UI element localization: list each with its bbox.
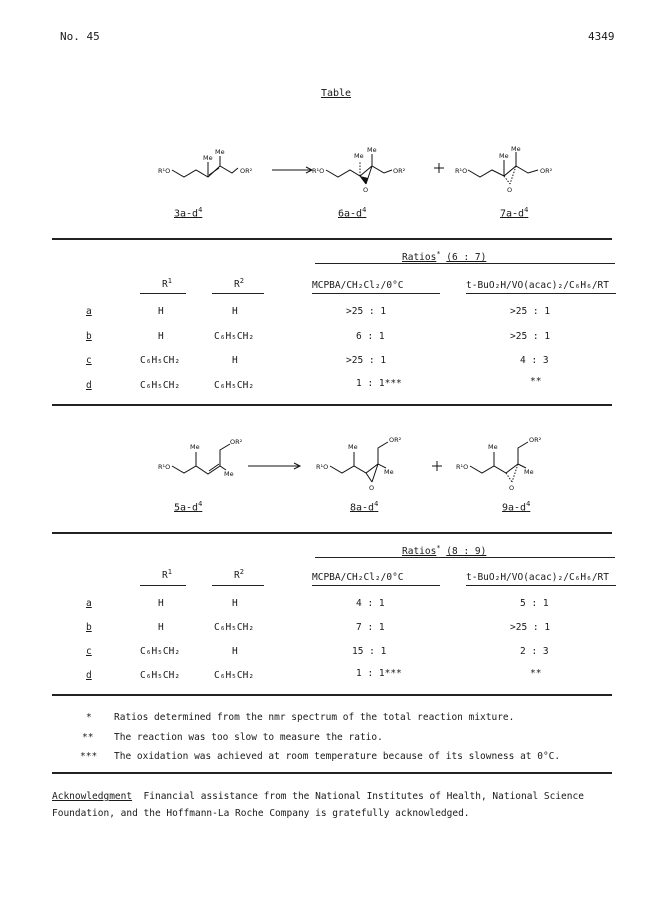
me-atom: Me (384, 468, 394, 476)
me-atom: Me (190, 443, 200, 451)
footnote-text: The reaction was too slow to measure the ratio. (114, 732, 383, 743)
table-rule (52, 404, 612, 406)
col-mcpba: MCPBA/CH₂Cl₂/0°C (312, 572, 404, 583)
table-rule (52, 238, 612, 240)
o-atom: O (509, 484, 515, 492)
row-r2: C₆H₅CH₂ (214, 331, 255, 342)
me-atom: Me (348, 443, 358, 451)
col-underline (312, 585, 440, 586)
row-vo: 4 : 3 (520, 355, 549, 366)
ro1-atom: R¹O (312, 167, 325, 175)
row-vo: ** (530, 376, 542, 387)
or2-atom: OR² (240, 167, 253, 175)
col-underline (140, 585, 186, 586)
row-r2: C₆H₅CH₂ (214, 670, 255, 681)
footnote-text: The oxidation was achieved at room temperature because of its slowness at 0°C. (114, 751, 561, 762)
compound-label-9: $9a-d^4$ (502, 500, 531, 514)
compound-label-8: $8a-d^4$ (350, 500, 379, 514)
o-atom: O (363, 186, 369, 194)
compound-label-6: $6a-d^4$ (338, 206, 367, 220)
col-r2: $R^2$ (234, 568, 244, 582)
row-mcpba: 4 : 1 (356, 598, 385, 609)
row-vo: 2 : 3 (520, 646, 549, 657)
or2-atom: OR² (529, 436, 542, 444)
footnote-mark: ** (82, 732, 94, 743)
footnote-text: Ratios determined from the nmr spectrum of the total reaction mixture. (114, 712, 515, 723)
footnote-mark: * (86, 712, 92, 723)
ro1-atom: R¹O (158, 167, 171, 175)
ro1-atom: R¹O (455, 167, 468, 175)
ro1-atom: R¹O (158, 463, 171, 471)
or2-atom: OR² (389, 436, 402, 444)
col-vo-acac: t-BuO₂H/VO(acac)₂/C₆H₆/RT (466, 280, 609, 291)
col-underline (212, 585, 264, 586)
acknowledgment-heading: Acknowledgment (52, 791, 133, 802)
ratios-underline (315, 263, 615, 264)
row-id: c (86, 355, 92, 366)
acknowledgment (52, 788, 612, 822)
col-mcpba: MCPBA/CH₂Cl₂/0°C (312, 280, 404, 291)
row-id: c (86, 646, 92, 657)
me-atom: Me (499, 152, 509, 160)
o-atom: O (507, 186, 513, 194)
row-r1: H (158, 622, 164, 633)
journal-number: No. 45 (60, 30, 100, 43)
footnote-rule (52, 772, 612, 774)
page-number: 4349 (588, 30, 615, 43)
col-underline (312, 293, 440, 294)
row-mcpba: 1 : 1*** (356, 668, 402, 679)
row-r1: C₆H₅CH₂ (140, 646, 181, 657)
or2-atom: OR² (393, 167, 406, 175)
row-vo: ** (530, 668, 542, 679)
table-title: Table (320, 88, 352, 99)
or2-atom: OR² (540, 167, 553, 175)
compound-label-5: $5a-d^4$ (174, 500, 203, 514)
row-r2: H (232, 306, 238, 317)
me-atom: Me (203, 154, 213, 162)
me-atom: Me (367, 146, 377, 154)
ratios-underline (315, 557, 615, 558)
row-vo: >25 : 1 (510, 306, 551, 317)
compound-label-7: $7a-d^4$ (500, 206, 529, 220)
row-r1: H (158, 598, 164, 609)
row-vo: >25 : 1 (510, 331, 551, 342)
reaction-scheme-1 (0, 140, 672, 220)
row-id: d (86, 380, 92, 391)
row-vo: 5 : 1 (520, 598, 549, 609)
me-atom: Me (511, 145, 521, 153)
row-r1: H (158, 331, 164, 342)
o-atom: O (369, 484, 375, 492)
ro1-atom: R¹O (456, 463, 469, 471)
row-vo: >25 : 1 (510, 622, 551, 633)
ratios-heading: Ratios* (8 : 9) (402, 544, 487, 558)
compound-label-3: $3a-d^4$ (174, 206, 203, 220)
col-underline (466, 293, 616, 294)
acknowledgment-line-2: Foundation, and the Hoffmann-La Roche Company is gratefully acknowledged. (52, 808, 470, 819)
row-r1: H (158, 306, 164, 317)
row-r1: C₆H₅CH₂ (140, 670, 181, 681)
col-r1: $R^1$ (162, 568, 172, 582)
me-atom: Me (215, 148, 225, 156)
me-atom: Me (224, 470, 234, 478)
row-id: b (86, 331, 92, 342)
row-mcpba: 15 : 1 (352, 646, 387, 657)
col-r2: $R^2$ (234, 277, 244, 291)
row-r2: H (232, 646, 238, 657)
row-id: a (86, 306, 92, 317)
row-r2: C₆H₅CH₂ (214, 622, 255, 633)
me-atom: Me (524, 468, 534, 476)
ro1-atom: R¹O (316, 463, 329, 471)
row-mcpba: >25 : 1 (346, 355, 387, 366)
col-r1: $R^1$ (162, 277, 172, 291)
row-mcpba: 7 : 1 (356, 622, 385, 633)
acknowledgment-line-1: Financial assistance from the National Institutes of Health, National Science (143, 791, 584, 802)
row-r1: C₆H₅CH₂ (140, 355, 181, 366)
me-atom: Me (354, 152, 364, 160)
row-r2: H (232, 598, 238, 609)
footnote-mark: *** (80, 751, 98, 762)
col-vo-acac: t-BuO₂H/VO(acac)₂/C₆H₆/RT (466, 572, 609, 583)
reaction-scheme-2 (0, 430, 672, 510)
row-r1: C₆H₅CH₂ (140, 380, 181, 391)
col-underline (212, 293, 264, 294)
or2-atom: OR² (230, 438, 243, 446)
col-underline (140, 293, 186, 294)
row-mcpba: 6 : 1 (356, 331, 385, 342)
row-id: b (86, 622, 92, 633)
row-mcpba: >25 : 1 (346, 306, 387, 317)
col-underline (466, 585, 616, 586)
row-r2: H (232, 355, 238, 366)
ratios-heading: Ratios* (6 : 7) (402, 250, 487, 264)
row-r2: C₆H₅CH₂ (214, 380, 255, 391)
row-id: a (86, 598, 92, 609)
table-rule (52, 694, 612, 696)
me-atom: Me (488, 443, 498, 451)
table-rule (52, 532, 612, 534)
row-mcpba: 1 : 1*** (356, 378, 402, 389)
row-id: d (86, 670, 92, 681)
